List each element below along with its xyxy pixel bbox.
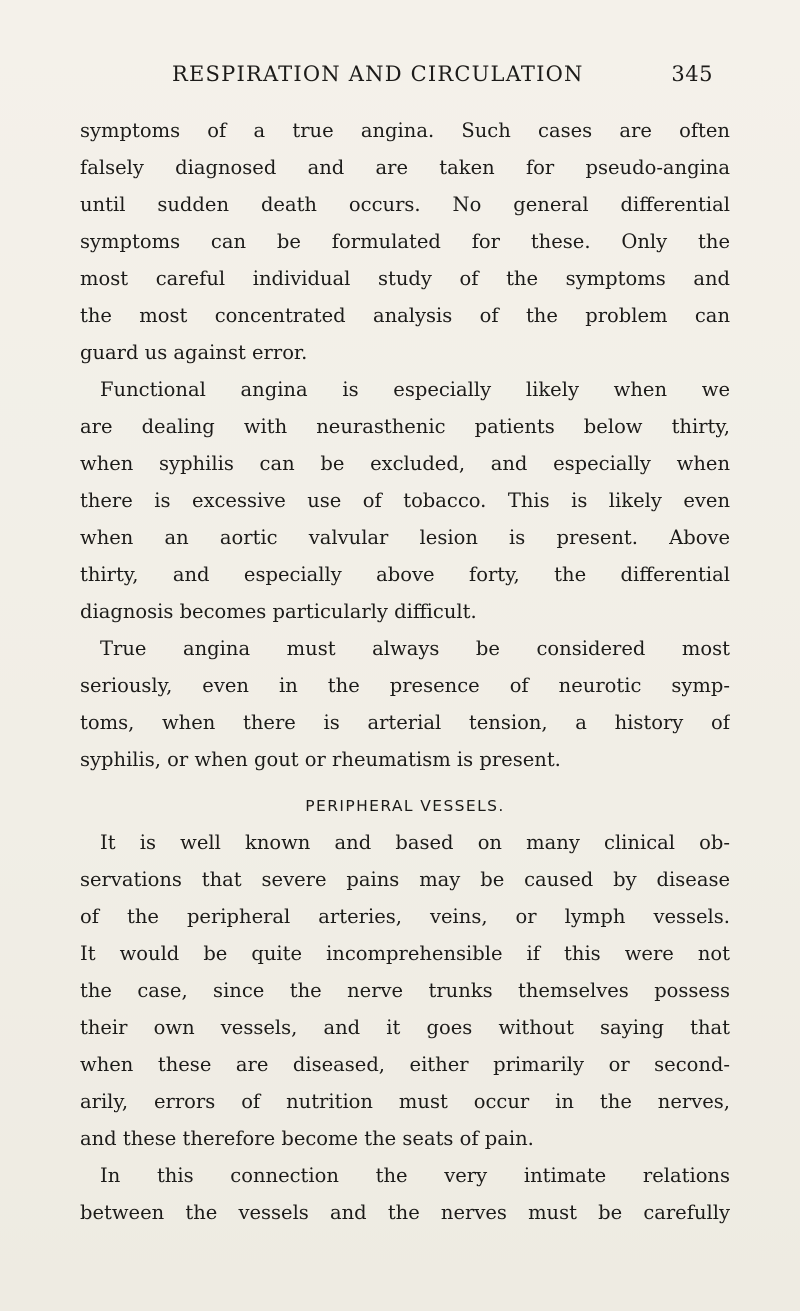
- page-number: 345: [671, 62, 713, 86]
- text-line: between the vessels and the nerves must be carefully: [80, 1201, 730, 1224]
- text-line: True angina must always be considered most: [100, 637, 730, 660]
- text-line: servations that severe pains may be caused by disease: [80, 868, 730, 891]
- text-line: when these are diseased, either primarily or second-: [80, 1053, 730, 1076]
- text-line: arily, errors of nutrition must occur in the nerves,: [80, 1090, 730, 1113]
- text-line: symptoms can be formulated for these. Only the: [80, 230, 730, 253]
- text-line: when an aortic valvular lesion is present. Above: [80, 526, 730, 549]
- text-line: of the peripheral arteries, veins, or lymph vessels.: [80, 905, 730, 928]
- text-line: It would be quite incomprehensible if this were not: [80, 942, 730, 965]
- text-line: most careful individual study of the symptoms and: [80, 267, 730, 290]
- text-line: there is excessive use of tobacco. This is likely even: [80, 489, 730, 512]
- text-line: syphilis, or when gout or rheumatism is present.: [80, 748, 561, 771]
- text-line: are dealing with neurasthenic patients below thirty,: [80, 415, 730, 438]
- text-line: until sudden death occurs. No general differential: [80, 193, 730, 216]
- section-heading: PERIPHERAL VESSELS.: [305, 797, 505, 815]
- paragraph: [80, 371, 730, 630]
- paragraph: [80, 112, 730, 371]
- text-line: the most concentrated analysis of the problem can: [80, 304, 730, 327]
- text-line: toms, when there is arterial tension, a history of: [80, 711, 730, 734]
- text-line: Functional angina is especially likely when we: [100, 378, 730, 401]
- text-line: diagnosis becomes particularly difficult.: [80, 600, 477, 623]
- text-line: and these therefore become the seats of pain.: [80, 1127, 534, 1150]
- paragraph: [80, 1157, 730, 1231]
- paragraph: [80, 630, 730, 778]
- text-line: seriously, even in the presence of neurotic symp-: [80, 674, 730, 697]
- text-line: It is well known and based on many clinical ob-: [100, 831, 730, 854]
- text-line: symptoms of a true angina. Such cases are often: [80, 119, 730, 142]
- running-title: RESPIRATION AND CIRCULATION: [172, 62, 584, 86]
- text-line: their own vessels, and it goes without saying that: [80, 1016, 730, 1039]
- text-line: falsely diagnosed and are taken for pseudo-angina: [80, 156, 730, 179]
- text-line: when syphilis can be excluded, and especially when: [80, 452, 730, 475]
- text-line: guard us against error.: [80, 341, 308, 364]
- text-line: the case, since the nerve trunks themselves possess: [80, 979, 730, 1002]
- body-text: [80, 112, 730, 1231]
- text-line: thirty, and especially above forty, the differential: [80, 563, 730, 586]
- paragraph: [80, 824, 730, 1157]
- running-header: [80, 62, 725, 98]
- text-line: In this connection the very intimate relations: [100, 1164, 730, 1187]
